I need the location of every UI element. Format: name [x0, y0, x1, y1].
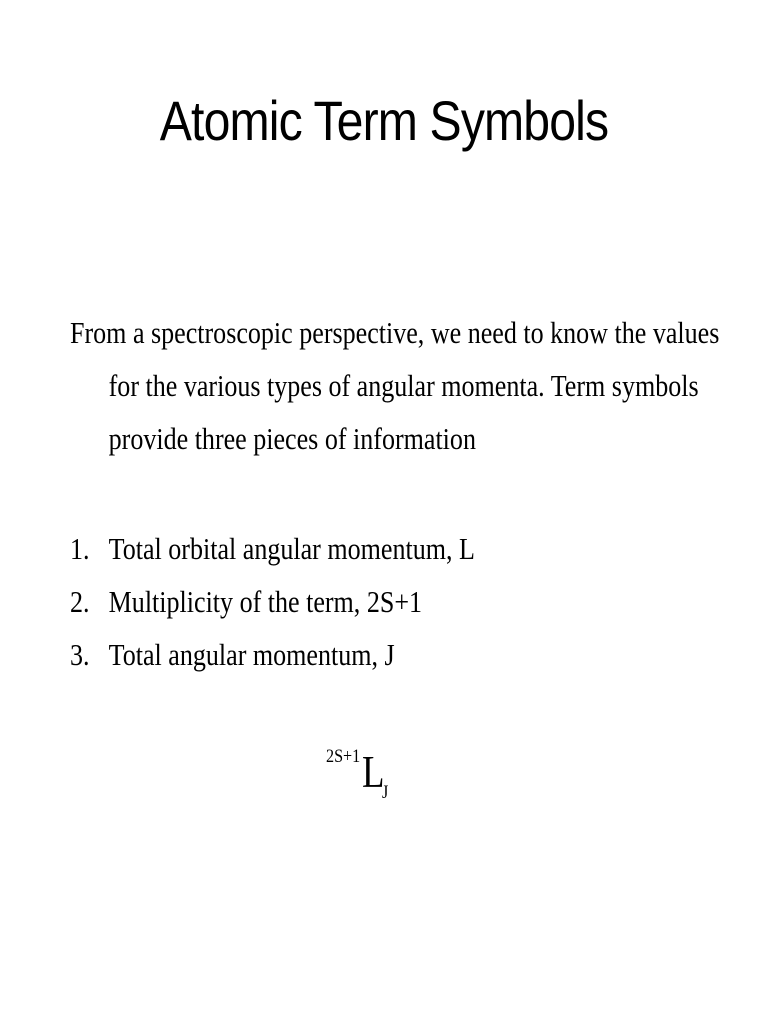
- intro-line: From a spectroscopic perspective, we need to know the values: [70, 315, 720, 350]
- list-item-text: Total angular momentum, J: [108, 637, 395, 672]
- list-item-text: Total orbital angular momentum, L: [108, 531, 475, 566]
- intro-line: for the various types of angular momenta. Term symbols: [108, 368, 699, 403]
- intro-line: provide three pieces of information: [108, 421, 476, 456]
- list-item-number: 2.: [70, 584, 90, 619]
- slide-title: Atomic Term Symbols: [159, 89, 609, 152]
- list-item: [70, 628, 742, 681]
- list-item-number: 3.: [70, 637, 90, 672]
- list-item-text: Multiplicity of the term, 2S+1: [108, 584, 423, 619]
- term-symbol-superscript: 2S+1: [326, 746, 361, 767]
- information-list: [70, 522, 742, 681]
- term-symbol-letter: L: [362, 746, 385, 797]
- list-item: [70, 522, 742, 575]
- intro-paragraph: [70, 306, 742, 465]
- list-item-number: 1.: [70, 531, 90, 566]
- list-item: [70, 575, 742, 628]
- term-symbol-subscript: J: [382, 782, 389, 803]
